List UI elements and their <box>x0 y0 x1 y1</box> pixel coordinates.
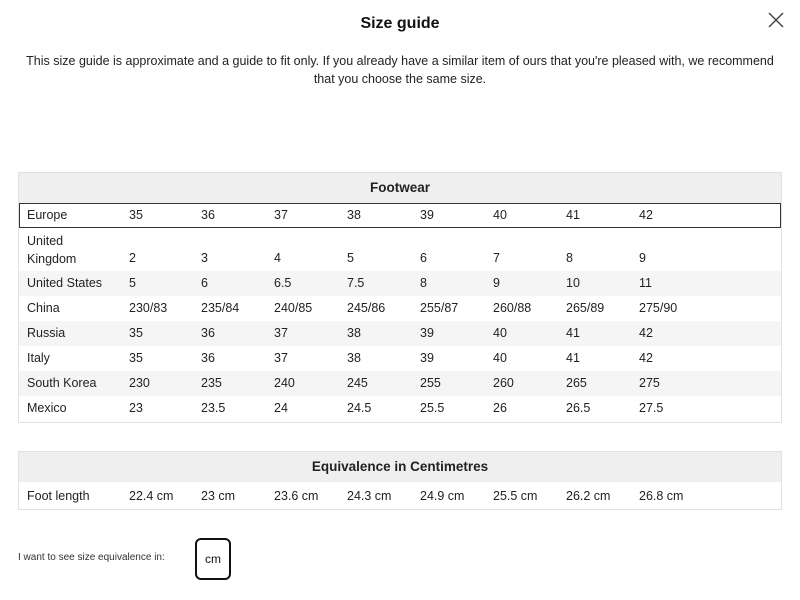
size-cell: 38 <box>347 351 361 365</box>
row-label: Europe <box>27 208 68 222</box>
row-label: United Kingdom <box>27 234 77 266</box>
footwear-rows <box>19 203 781 421</box>
page-title: Size guide <box>360 15 440 32</box>
size-cell: 230 <box>129 376 150 390</box>
unit-cm-button[interactable]: cm <box>195 538 231 580</box>
size-row <box>19 371 781 396</box>
footwear-heading: Footwear <box>19 173 781 203</box>
size-cell: 265 <box>566 376 587 390</box>
size-cell: 10 <box>566 276 580 290</box>
length-cell: 24.9 cm <box>420 489 465 503</box>
size-cell: 39 <box>420 351 434 365</box>
centimetres-heading: Equivalence in Centimetres <box>19 452 781 482</box>
size-cell: 240/85 <box>274 301 313 315</box>
size-cell: 275 <box>639 376 660 390</box>
length-cell: 26.8 cm <box>639 489 684 503</box>
size-cell: 38 <box>347 326 361 340</box>
size-cell: 5 <box>129 276 136 290</box>
row-label: South Korea <box>27 376 97 390</box>
size-cell: 26 <box>493 401 507 415</box>
length-cell: 24.3 cm <box>347 489 392 503</box>
size-cell: 275/90 <box>639 301 678 315</box>
size-cell: 42 <box>639 208 653 222</box>
row-label: United States <box>27 276 103 290</box>
row-label: Foot length <box>27 489 90 503</box>
size-cell: 8 <box>566 251 573 265</box>
length-cell: 26.2 cm <box>566 489 611 503</box>
size-cell: 7.5 <box>347 276 365 290</box>
size-cell: 3 <box>201 251 208 265</box>
length-cell: 23.6 cm <box>274 489 319 503</box>
size-cell: 41 <box>566 351 580 365</box>
size-cell: 35 <box>129 351 143 365</box>
size-row <box>19 203 781 228</box>
size-cell: 23.5 <box>201 401 226 415</box>
size-cell: 5 <box>347 251 354 265</box>
size-cell: 265/89 <box>566 301 605 315</box>
size-cell: 11 <box>639 276 652 290</box>
size-cell: 260 <box>493 376 514 390</box>
unit-preference-label: I want to see size equivalence in: <box>18 552 165 563</box>
size-row <box>19 346 781 371</box>
size-cell: 6.5 <box>274 276 292 290</box>
length-cell: 23 cm <box>201 489 236 503</box>
size-cell: 37 <box>274 208 288 222</box>
size-cell: 235/84 <box>201 301 240 315</box>
size-cell: 9 <box>493 276 500 290</box>
size-cell: 41 <box>566 326 580 340</box>
size-cell: 230/83 <box>129 301 168 315</box>
size-cell: 36 <box>201 208 215 222</box>
size-cell: 245 <box>347 376 368 390</box>
row-label: Russia <box>27 326 66 340</box>
size-row <box>19 271 781 296</box>
size-row <box>19 396 781 421</box>
size-cell: 36 <box>201 351 215 365</box>
size-cell: 42 <box>639 351 653 365</box>
size-cell: 36 <box>201 326 215 340</box>
centimetres-table <box>18 451 782 510</box>
size-cell: 260/88 <box>493 301 532 315</box>
length-cell: 22.4 cm <box>129 489 174 503</box>
size-cell: 35 <box>129 208 143 222</box>
size-cell: 42 <box>639 326 653 340</box>
size-cell: 37 <box>274 351 288 365</box>
size-cell: 9 <box>639 251 646 265</box>
size-cell: 6 <box>420 251 427 265</box>
length-cell: 25.5 cm <box>493 489 538 503</box>
size-cell: 35 <box>129 326 143 340</box>
size-cell: 37 <box>274 326 288 340</box>
row-label: China <box>27 301 60 315</box>
size-cell: 2 <box>129 251 136 265</box>
size-cell: 235 <box>201 376 222 390</box>
size-cell: 245/86 <box>347 301 386 315</box>
size-row <box>19 321 781 346</box>
row-label: Mexico <box>27 401 67 415</box>
size-cell: 6 <box>201 276 208 290</box>
size-cell: 255 <box>420 376 441 390</box>
close-button[interactable] <box>766 10 786 30</box>
size-cell: 23 <box>129 401 143 415</box>
size-row <box>19 228 781 271</box>
size-cell: 39 <box>420 208 434 222</box>
size-cell: 40 <box>493 326 507 340</box>
size-cell: 40 <box>493 208 507 222</box>
size-cell: 24 <box>274 401 288 415</box>
footwear-table <box>18 172 782 423</box>
size-cell: 26.5 <box>566 401 591 415</box>
size-cell: 4 <box>274 251 281 265</box>
size-cell: 25.5 <box>420 401 445 415</box>
size-cell: 24.5 <box>347 401 372 415</box>
size-cell: 38 <box>347 208 361 222</box>
size-cell: 240 <box>274 376 295 390</box>
foot-length-row <box>19 482 781 510</box>
size-cell: 40 <box>493 351 507 365</box>
size-cell: 27.5 <box>639 401 664 415</box>
size-cell: 39 <box>420 326 434 340</box>
row-label: Italy <box>27 351 50 365</box>
centimetres-rows <box>19 482 781 510</box>
size-cell: 8 <box>420 276 427 290</box>
size-cell: 255/87 <box>420 301 459 315</box>
size-cell: 7 <box>493 251 500 265</box>
size-row <box>19 296 781 321</box>
size-cell: 41 <box>566 208 580 222</box>
close-icon <box>766 10 786 30</box>
intro-text: This size guide is approximate and a guide to fit only. If you already have a similar item of ours that you're pleased with, we recommend that you choose the same size. <box>26 54 774 86</box>
